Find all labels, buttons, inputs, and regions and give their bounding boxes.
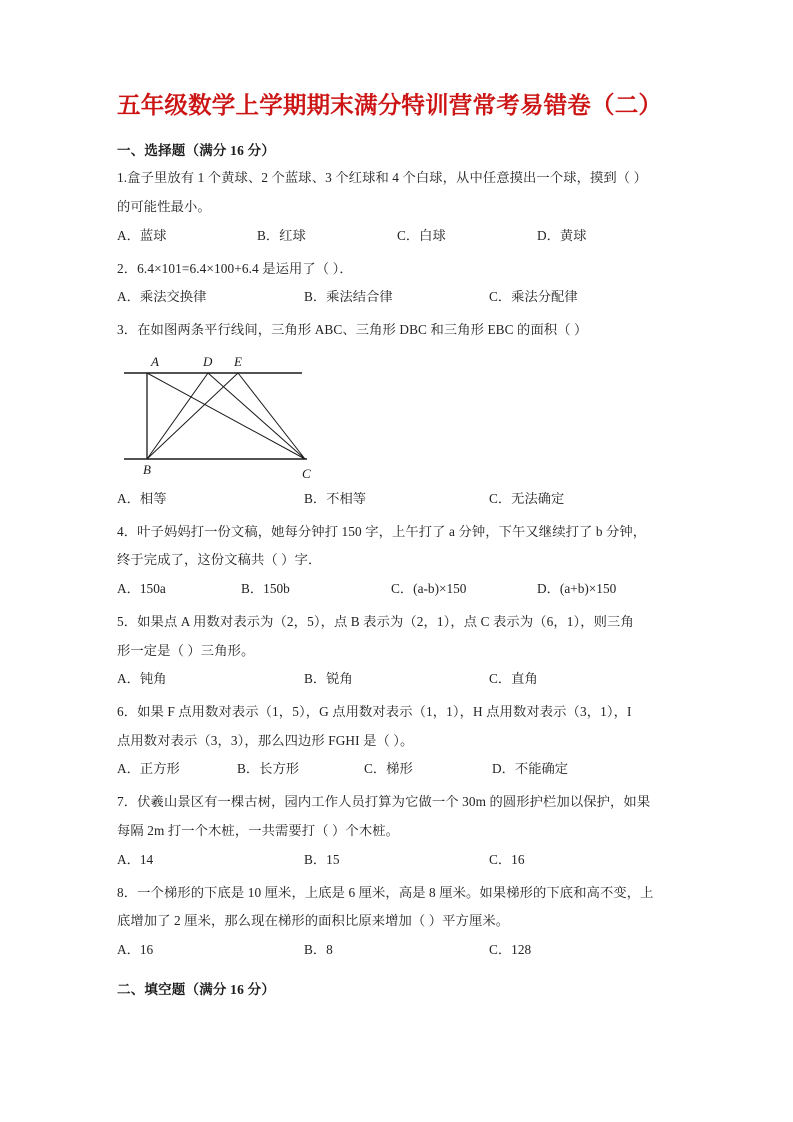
question-7-text: 7．伏羲山景区有一棵古树，园内工作人员打算为它做一个 30m 的圆形护栏加以保护，如果	[117, 794, 651, 810]
option-c[interactable]: C．白球	[397, 227, 446, 243]
question-4-options	[117, 574, 676, 603]
option-a[interactable]: A．16	[117, 941, 154, 957]
figure-label-c: C	[302, 465, 311, 480]
option-b[interactable]: B．8	[304, 941, 333, 957]
option-b[interactable]: B．红球	[257, 227, 306, 243]
segment-eb	[147, 373, 238, 459]
question-6-text: 6．如果 F 点用数对表示（1，5），G 点用数对表示（1，1），H 点用数对表示（3，1），I	[117, 704, 632, 720]
figure-label-b: B	[143, 461, 151, 477]
question-6-options	[117, 754, 676, 783]
segment-dc	[208, 373, 305, 459]
figure-label-d: D	[203, 353, 213, 369]
option-d[interactable]: D．黄球	[537, 227, 587, 243]
option-c[interactable]: C．(a-b)×150	[391, 580, 467, 596]
figure-label-a: A	[151, 353, 159, 369]
option-a[interactable]: A．乘法交换律	[117, 289, 207, 305]
segment-ec	[238, 373, 305, 459]
option-a[interactable]: A．150a	[117, 580, 166, 596]
question-1-text-cont: 的可能性最小。	[117, 198, 211, 214]
question-1-options	[117, 221, 676, 250]
option-b[interactable]: B．不相等	[304, 490, 367, 506]
question-1-text: 1.盒子里放有 1 个黄球、2 个蓝球、3 个红球和 4 个白球，从中任意摸出一个球，摸到（ ）	[117, 170, 648, 186]
option-a[interactable]: A．蓝球	[117, 227, 167, 243]
option-d[interactable]: D．不能确定	[492, 761, 569, 777]
option-c[interactable]: C．无法确定	[489, 490, 565, 506]
option-c[interactable]: C．16	[489, 851, 525, 867]
option-c[interactable]: C．梯形	[364, 761, 413, 777]
option-b[interactable]: B．150b	[241, 580, 290, 596]
segment-ac	[147, 373, 305, 459]
option-b[interactable]: B．乘法结合律	[304, 289, 393, 305]
question-3-text: 3．在如图两条平行线间，三角形 ABC、三角形 DBC 和三角形 EBC 的面积（ ）	[117, 322, 588, 338]
question-8-options	[117, 935, 676, 964]
option-a[interactable]: A．钝角	[117, 671, 167, 687]
question-2-text: 2．6.4×101=6.4×100+6.4 是运用了（ ）．	[117, 260, 353, 276]
option-d[interactable]: D．(a+b)×150	[537, 580, 617, 596]
option-a[interactable]: A．14	[117, 851, 154, 867]
question-5-options	[117, 664, 676, 693]
section-heading-fill-in-blank: 二、填空题（满分 16 分）	[117, 981, 276, 997]
question-6-text-cont: 点用数对表示（3，3），那么四边形 FGHI 是（ ）。	[117, 732, 414, 748]
option-b[interactable]: B．锐角	[304, 671, 353, 687]
segment-db	[147, 373, 208, 459]
question-2-options	[117, 282, 676, 311]
question-4-text: 4．叶子妈妈打一份文稿，她每分钟打 150 字，上午打了 a 分钟，下午又继续打了 b 分钟，	[117, 523, 647, 539]
option-a[interactable]: A．相等	[117, 490, 167, 506]
page-title: 五年级数学上学期期末满分特训营常考易错卷（二）	[117, 93, 663, 119]
question-5-text-cont: 形一定是（ ）三角形。	[117, 642, 255, 658]
question-8-text: 8．一个梯形的下底是 10 厘米，上底是 6 厘米，高是 8 厘米。如果梯形的下底和高不变，上	[117, 884, 654, 900]
question-3-options	[117, 484, 676, 513]
figure-label-e: E	[234, 353, 242, 369]
option-b[interactable]: B．长方形	[237, 761, 300, 777]
section-heading-choice: 一、选择题（满分 16 分）	[117, 143, 276, 159]
question-7-text-cont: 每隔 2m 打一个木桩，一共需要打（ ）个木桩。	[117, 822, 400, 838]
option-c[interactable]: C．直角	[489, 671, 538, 687]
question-8-text-cont: 底增加了 2 厘米，那么现在梯形的面积比原来增加（ ）平方厘米。	[117, 913, 510, 929]
option-a[interactable]: A．正方形	[117, 761, 180, 777]
question-7-options	[117, 845, 676, 874]
question-3-figure	[117, 344, 676, 484]
question-4-text-cont: 终于完成了，这份文稿共（ ）字．	[117, 552, 322, 568]
option-c[interactable]: C．128	[489, 941, 532, 957]
option-c[interactable]: C．乘法分配律	[489, 289, 578, 305]
parallel-lines-triangles-diagram	[117, 348, 347, 480]
question-5-text: 5．如果点 A 用数对表示为（2，5），点 B 表示为（2，1），点 C 表示为（6，1），则三角	[117, 613, 634, 629]
option-b[interactable]: B．15	[304, 851, 340, 867]
